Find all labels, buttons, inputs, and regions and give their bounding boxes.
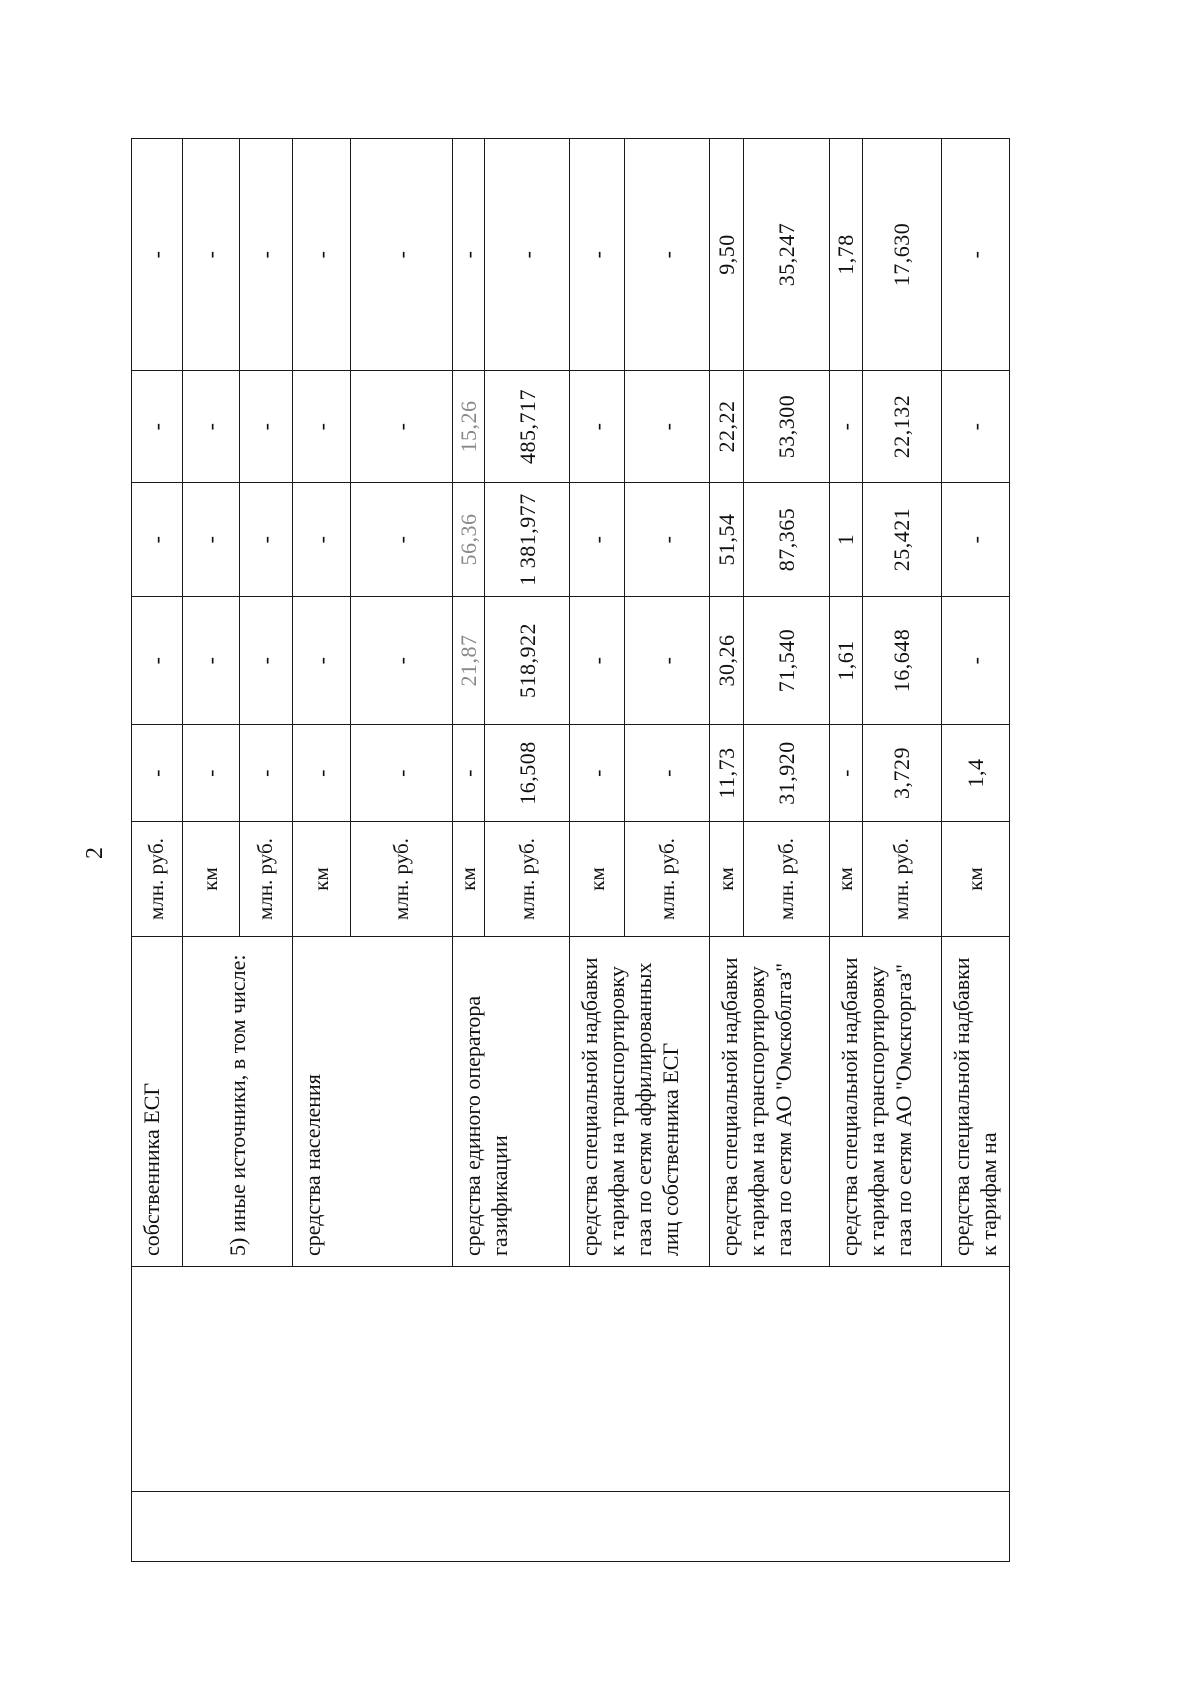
value-cell: 1 381,977 — [485, 483, 570, 597]
unit-cell: км — [941, 822, 1009, 937]
value-cell: 1,4 — [941, 725, 1009, 822]
unit-cell: млн. руб. — [862, 822, 941, 937]
value-cell: - — [941, 597, 1009, 725]
row-name: средства специальной надбавки к тарифам на транспортировку газа по сетям аффилированных лиц собственника ЕСГ — [570, 937, 710, 1267]
rotated-table-container — [131, 139, 1010, 1562]
value-cell: 485,717 — [485, 371, 570, 483]
value-cell: 25,421 — [862, 483, 941, 597]
value-cell: - — [239, 725, 293, 822]
value-cell: - — [293, 597, 351, 725]
value-cell: 1,61 — [830, 597, 862, 725]
funding-table — [131, 138, 1010, 1562]
value-cell: - — [941, 139, 1009, 371]
value-cell: - — [830, 725, 862, 822]
unit-cell: млн. руб. — [743, 822, 829, 937]
value-cell: - — [182, 725, 239, 822]
value-cell: 15,26 — [452, 371, 484, 483]
value-cell: - — [132, 139, 183, 371]
value-cell: - — [182, 597, 239, 725]
value-cell: 518,922 — [485, 597, 570, 725]
row-name: 5) иные источники, в том числе: — [182, 937, 293, 1267]
value-cell: - — [625, 371, 710, 483]
value-cell: - — [351, 725, 453, 822]
unit-cell: км — [452, 822, 484, 937]
value-cell: 30,26 — [710, 597, 743, 725]
value-cell: - — [941, 371, 1009, 483]
value-cell: 9,50 — [710, 139, 743, 371]
value-cell: - — [239, 483, 293, 597]
row-name: средства населения — [293, 937, 452, 1267]
value-cell: 35,247 — [743, 139, 829, 371]
value-cell: 22,132 — [862, 371, 941, 483]
value-cell: - — [941, 483, 1009, 597]
unit-cell: км — [830, 822, 862, 937]
value-cell: 51,54 — [710, 483, 743, 597]
value-cell: - — [132, 597, 183, 725]
value-cell: - — [570, 139, 625, 371]
unit-cell: км — [293, 822, 351, 937]
unit-cell: млн. руб. — [239, 822, 293, 937]
value-cell: - — [132, 725, 183, 822]
value-cell: - — [625, 725, 710, 822]
unit-cell: млн. руб. — [132, 822, 183, 937]
value-cell: - — [239, 371, 293, 483]
value-cell: - — [570, 483, 625, 597]
value-cell: - — [182, 483, 239, 597]
value-cell: - — [293, 371, 351, 483]
table-row — [132, 139, 183, 1562]
value-cell: - — [570, 597, 625, 725]
value-cell: - — [293, 139, 351, 371]
value-cell: - — [293, 483, 351, 597]
value-cell: - — [452, 725, 484, 822]
page-number: 2 — [82, 847, 108, 859]
value-cell: - — [830, 371, 862, 483]
value-cell: - — [182, 371, 239, 483]
value-cell: 31,920 — [743, 725, 829, 822]
value-cell: 56,36 — [452, 483, 484, 597]
unit-cell: млн. руб. — [485, 822, 570, 937]
value-cell: - — [452, 139, 484, 371]
unit-cell: км — [570, 822, 625, 937]
value-cell: 22,22 — [710, 371, 743, 483]
value-cell: - — [351, 597, 453, 725]
row-name: средства единого оператора газификации — [452, 937, 570, 1267]
value-cell: 16,648 — [862, 597, 941, 725]
value-cell: - — [625, 597, 710, 725]
unit-cell: км — [710, 822, 743, 937]
row-name: средства специальной надбавки к тарифам на транспортировку газа по сетям АО "Омскгоргаз" — [830, 937, 942, 1267]
empty-cell — [132, 1267, 1010, 1492]
unit-cell: км — [182, 822, 239, 937]
value-cell: 71,540 — [743, 597, 829, 725]
value-cell: - — [182, 139, 239, 371]
value-cell: 1,78 — [830, 139, 862, 371]
value-cell: - — [485, 139, 570, 371]
value-cell: 87,365 — [743, 483, 829, 597]
value-cell: - — [625, 139, 710, 371]
row-name: собственника ЕСГ — [132, 937, 183, 1267]
value-cell: - — [351, 139, 453, 371]
unit-cell: млн. руб. — [351, 822, 453, 937]
value-cell: - — [239, 139, 293, 371]
value-cell: - — [132, 483, 183, 597]
number-cell — [132, 1492, 1010, 1562]
value-cell: - — [570, 371, 625, 483]
value-cell: 16,508 — [485, 725, 570, 822]
value-cell: - — [351, 371, 453, 483]
value-cell: 11,73 — [710, 725, 743, 822]
row-name: средства специальной надбавки к тарифам на транспортировку газа по сетям АО "Омскоблгаз" — [710, 937, 830, 1267]
value-cell: 53,300 — [743, 371, 829, 483]
value-cell: - — [239, 597, 293, 725]
value-cell: - — [351, 483, 453, 597]
value-cell: - — [570, 725, 625, 822]
value-cell: 21,87 — [452, 597, 484, 725]
value-cell: 1 — [830, 483, 862, 597]
value-cell: - — [293, 725, 351, 822]
row-name: средства специальной надбавки к тарифам на — [941, 937, 1009, 1267]
value-cell: 3,729 — [862, 725, 941, 822]
value-cell: 17,630 — [862, 139, 941, 371]
unit-cell: млн. руб. — [625, 822, 710, 937]
value-cell: - — [132, 371, 183, 483]
value-cell: - — [625, 483, 710, 597]
